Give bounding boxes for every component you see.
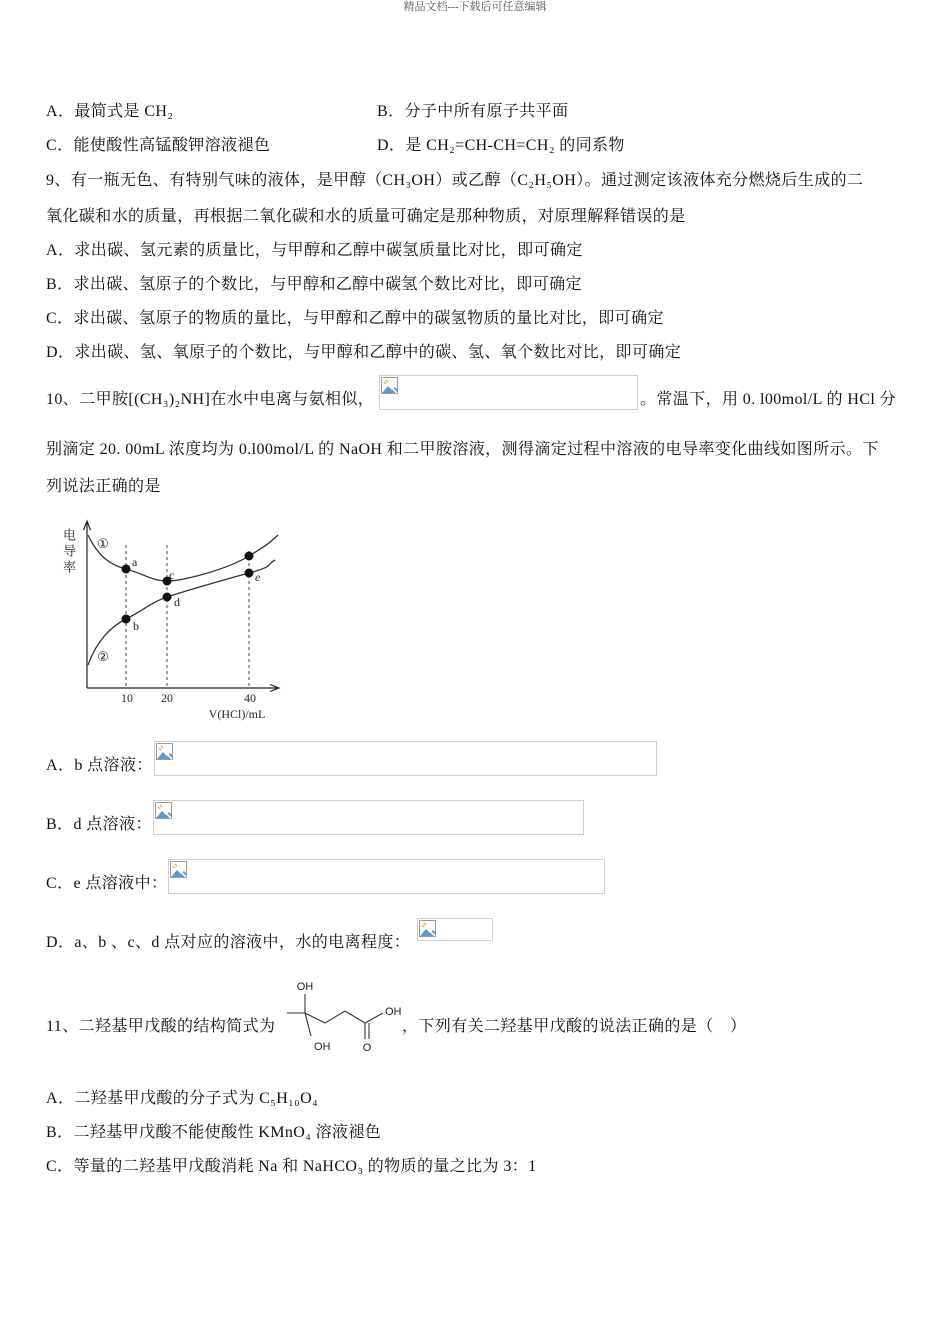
point-d-label: d xyxy=(174,595,180,609)
point-e-label: e xyxy=(255,570,261,584)
q9-option-d: D．求出碳、氢、氧原子的个数比，与甲醇和乙醇中的碳、氢、氧个数比对比，即可确定 xyxy=(46,344,682,361)
q11-stem-start: 11、二羟基甲戊酸的结构简式为 xyxy=(46,1018,276,1035)
structure-oh-bottom: OH xyxy=(314,1041,331,1053)
conductivity-titration-figure xyxy=(48,518,313,724)
broken-image-icon xyxy=(154,801,174,821)
broken-image-placeholder xyxy=(168,859,605,894)
broken-image-placeholder xyxy=(154,741,657,776)
q11-stem-end: ，下列有关二羟基甲戊酸的说法正确的是（ ） xyxy=(402,1018,747,1035)
broken-image-placeholder xyxy=(379,375,638,410)
q8-option-a: A．最简式是 CH₂ xyxy=(46,103,174,120)
curve-2-label: ② xyxy=(97,649,109,664)
x-tick-label-20: 20 xyxy=(161,691,173,705)
q11-option-a: A．二羟基甲戊酸的分子式为 C₅H₁₀O₄ xyxy=(46,1090,319,1107)
q10-option-c: C．e 点溶液中： xyxy=(46,875,168,892)
figure-ylabel: 电导率 xyxy=(61,528,76,576)
x-tick-label-40: 40 xyxy=(244,691,256,705)
q10-stem-line3: 列说法正确的是 xyxy=(46,478,161,495)
q9-stem-line1: 9、有一瓶无色、有特别气味的液体，是甲醇（CH₃OH）或乙醇（C₂H₅OH）。通过测定该液体充分燃烧后生成的二 xyxy=(46,172,864,189)
q10-stem-line1-start: 10、二甲胺[(CH₃)₂NH]在水中电离与氨相似， xyxy=(46,391,375,408)
broken-image-placeholder xyxy=(417,918,493,941)
q9-option-a: A．求出碳、氢元素的质量比，与甲醇和乙醇中碳氢质量比对比，即可确定 xyxy=(46,242,583,259)
structure-bonds xyxy=(287,994,383,1039)
q8-option-b: B．分子中所有原子共平面 xyxy=(377,103,569,120)
q8-option-d: D．是 CH₂=CH-CH=CH₂ 的同系物 xyxy=(377,137,625,154)
q10-stem-line1-end: 。常温下，用 0. l00mol/L 的 HCl 分 xyxy=(640,391,897,408)
broken-image-icon xyxy=(169,860,189,880)
curve-1-point-40-dot xyxy=(245,552,254,561)
point-a-dot xyxy=(122,565,131,574)
x-tick-label-10: 10 xyxy=(121,691,133,705)
point-c-label: c xyxy=(169,568,175,582)
point-b-label: b xyxy=(133,619,139,633)
structure-o-carbonyl: O xyxy=(362,1042,372,1054)
page-header: 精品文档---下载后可任意编辑 xyxy=(403,1,547,13)
broken-image-icon xyxy=(380,376,400,396)
point-a-label: a xyxy=(132,555,138,569)
broken-image-placeholder xyxy=(153,800,584,835)
q9-stem-line2: 氧化碳和水的质量，再根据二氧化碳和水的质量可确定是那种物质，对原理解释错误的是 xyxy=(46,208,686,225)
q10-stem-line2: 别滴定 20. 00mL 浓度均为 0.l00mol/L 的 NaOH 和二甲胺溶液，测得滴定过程中溶液的电导率变化曲线如图所示。下 xyxy=(46,441,879,458)
curve-1-label: ① xyxy=(97,536,109,551)
structure-oh-right: OH xyxy=(385,1006,402,1018)
point-d-dot xyxy=(163,593,172,602)
q10-option-a: A．b 点溶液： xyxy=(46,757,153,774)
broken-image-icon xyxy=(418,919,438,939)
figure-xlabel: V(HCl)/mL xyxy=(208,707,266,721)
q11-option-c: C．等量的二羟基甲戊酸消耗 Na 和 NaHCO₃ 的物质的量之比为 3：1 xyxy=(46,1158,537,1175)
q10-option-b: B．d 点溶液： xyxy=(46,816,152,833)
mevalonic-acid-structure xyxy=(285,975,410,1060)
broken-image-icon xyxy=(155,742,175,762)
q8-option-c: C．能使酸性高锰酸钾溶液褪色 xyxy=(46,137,271,154)
q10-option-d: D．a、b 、c、d 点对应的溶液中，水的电离程度： xyxy=(46,934,411,951)
point-b-dot xyxy=(122,615,131,624)
q11-option-b: B．二羟基甲戊酸不能使酸性 KMnO₄ 溶液褪色 xyxy=(46,1124,382,1141)
point-e-dot xyxy=(245,569,254,578)
q9-option-b: B．求出碳、氢原子的个数比，与甲醇和乙醇中碳氢个数比对比，即可确定 xyxy=(46,276,582,293)
q9-option-c: C．求出碳、氢原子的物质的量比，与甲醇和乙醇中的碳氢物质的量比对比，即可确定 xyxy=(46,310,664,327)
structure-oh-top: OH xyxy=(296,981,314,993)
